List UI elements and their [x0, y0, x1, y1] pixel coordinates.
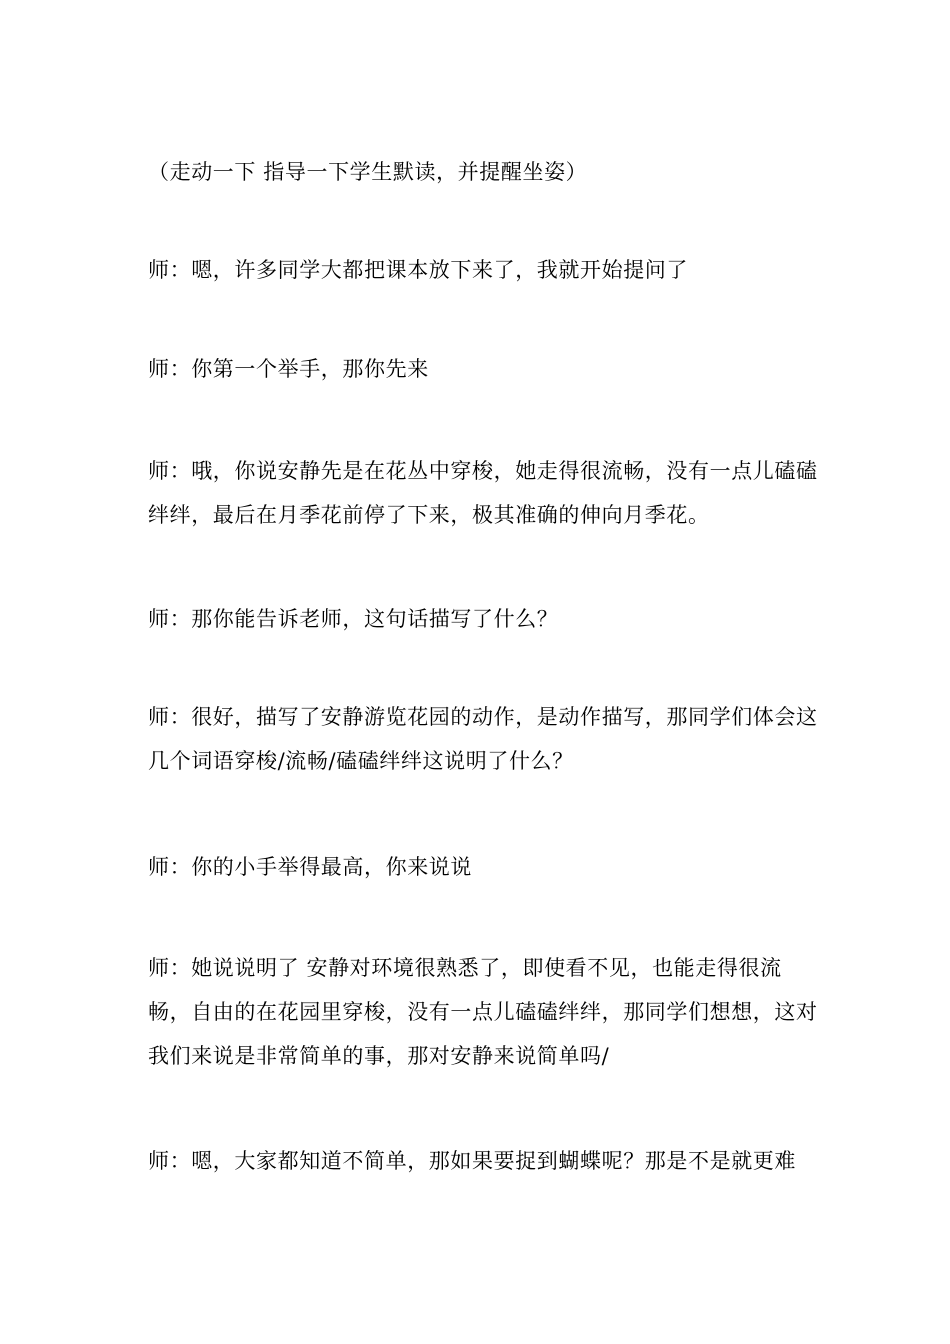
paragraph-teacher-line: 师：很好，描写了安静游览花园的动作，是动作描写，那同学们体会这几个词语穿梭/流畅/磕磕绊绊这说明了什么？	[148, 705, 818, 773]
paragraph-teacher-line: 师：那你能告诉老师，这句话描写了什么？	[148, 607, 559, 631]
paragraph-teacher-line: 师：哦，你说安静先是在花丛中穿梭，她走得很流畅，没有一点儿磕磕绊绊，最后在月季花前停了下来，极其准确的伸向月季花。	[148, 459, 818, 527]
paragraph-teacher-line: 师：你的小手举得最高，你来说说	[148, 855, 472, 879]
paragraph-teacher-line: 师：你第一个举手，那你先来	[148, 357, 429, 381]
paragraph-stage-direction: （走动一下 指导一下学生默读，并提醒坐姿）	[148, 160, 588, 184]
paragraph-teacher-line: 师：她说说明了 安静对环境很熟悉了，即使看不见，也能走得很流畅，自由的在花园里穿梭，没有一点儿磕磕绊绊，那同学们想想，这对我们来说是非常简单的事，那对安静来说简单吗/	[148, 956, 818, 1068]
paragraph-teacher-line: 师：嗯，许多同学大都把课本放下来了，我就开始提问了	[148, 258, 688, 282]
paragraph-teacher-line: 师：嗯，大家都知道不简单，那如果要捉到蝴蝶呢？那是不是就更难	[148, 1149, 796, 1173]
